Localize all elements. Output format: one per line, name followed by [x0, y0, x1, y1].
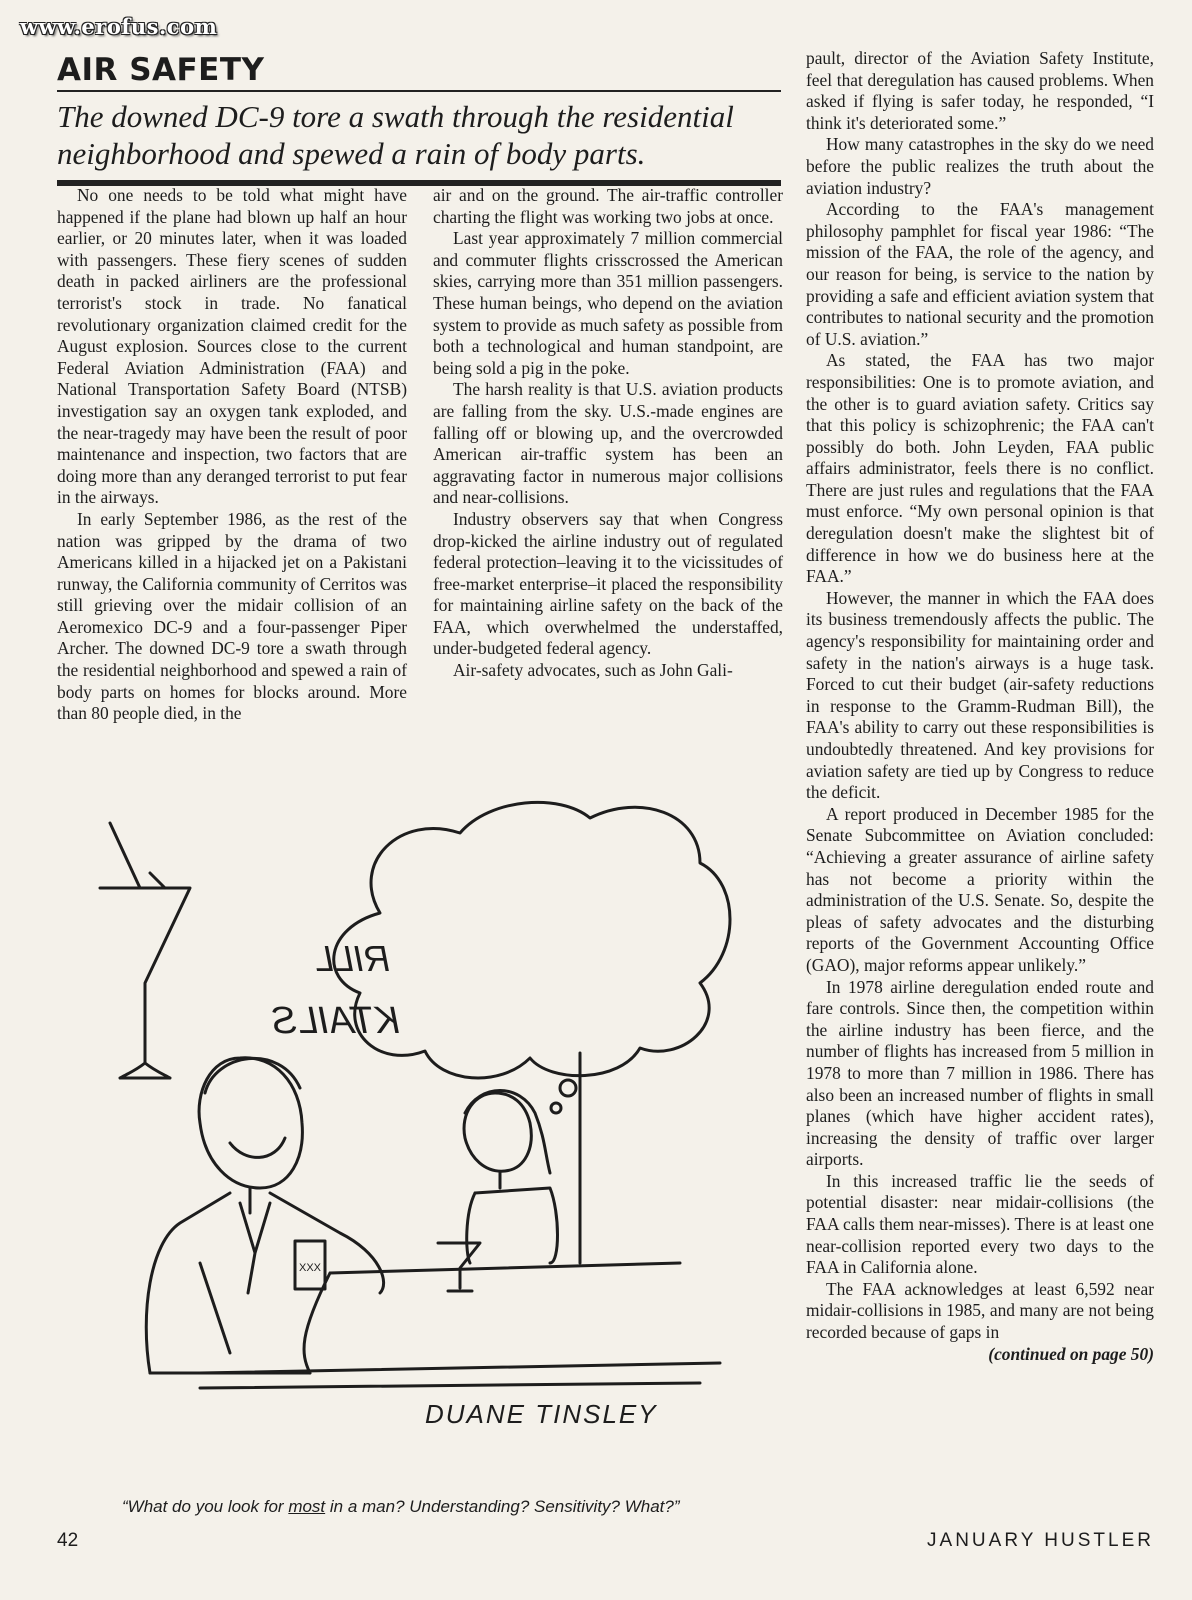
artist-signature: DUANE TINSLEY	[425, 1399, 658, 1429]
page-number: 42	[57, 1530, 79, 1551]
paragraph: The harsh reality is that U.S. aviation products are falling from the sky. U.S.-made engines are falling off or blowing up, and the overcrowded American air-traffic system has been an aggravating factor in numerous major collisions and near-collisions.	[433, 379, 783, 508]
glass-label: XXX	[298, 1262, 322, 1274]
continued-note: (continued on page 50)	[988, 1343, 1154, 1364]
paragraph: pault, director of the Aviation Safety Institute, feel that deregulation has caused problems. When asked if flying is safer today, he responded, “I think it's deteriorated some.”	[806, 48, 1154, 133]
paragraph: Last year approximately 7 million commercial and commuter flights crisscrossed the American skies, carrying more than 351 million passengers. These human beings, who depend on the aviation system to provide as much safety as possible from both a technological and human standpoint, are being sold a pig in the poke.	[433, 228, 783, 378]
paragraph: The FAA acknowledges at least 6,592 near midair-collisions in 1985, and many are not being recorded because of gaps in	[806, 1278, 1154, 1343]
paragraph: How many catastrophes in the sky do we need before the public realizes the truth about the aviation industry?	[806, 134, 1154, 198]
woman-figure	[464, 1091, 557, 1264]
cocktail-sign-icon	[100, 823, 190, 1078]
paragraph: Industry observers say that when Congress drop-kicked the airline industry out of regulated federal protection–leaving it to the vicissitudes of free-market enterprise–it placed the responsibility for maintaining airline safety on the back of the FAA, which overwhelmed the understaffed, under-budgeted federal agency.	[433, 508, 783, 659]
paragraph: However, the manner in which the FAA does its business tremendously affects the public. The agency's responsibility for maintaining order and safety in the nation's airways is a huge task. Forced to cut their budget (air-safety reductions in response to the Gramm-Rudman Bill), the FAA's ability to carry out these responsibilities is undoubtedly threatened. And key provisions for aviation safety are tied up by Congress to reduce the deficit.	[806, 587, 1154, 803]
article-column-2	[433, 185, 783, 682]
site-watermark: www.erofus.com	[20, 14, 218, 39]
caption-emphasis: most	[288, 1497, 326, 1516]
article-deck: The downed DC-9 tore a swath through the residential neighborhood and spewed a rain of body parts.	[57, 99, 734, 171]
running-footer: JANUARY HUSTLER	[927, 1530, 1154, 1551]
section-title: AIR SAFETY	[57, 52, 265, 88]
man-figure	[146, 1058, 383, 1373]
cartoon-caption	[122, 1497, 772, 1517]
paragraph: In early September 1986, as the rest of the nation was gripped by the drama of two Americans killed in a hijacked jet on a Pakistani runway, the California community of Cerritos was still grieving over the midair collision of an Aeromexico DC-9 and a four-passenger Piper Archer. The downed DC-9 tore a swath through the residential neighborhood and spewed a rain of body parts on homes for blocks around. More than 80 people died, in the	[57, 508, 407, 724]
paragraph: In this increased traffic lie the seeds of potential disaster: near midair-collisions (the FAA calls them near-misses). There is at least one near-collision reported every two days to the FAA in California alone.	[806, 1170, 1154, 1278]
martini-glass-icon	[438, 1243, 480, 1291]
article-header	[57, 52, 781, 186]
paragraph: As stated, the FAA has two major responsibilities: One is to promote aviation, and the other is to guard aviation safety. Critics say that this policy is schizophrenic; the FAA can't possibly do both. John Leyden, FAA public affairs administrator, feels there is no conflict. There are just rules and regulations that the FAA must enforce. “My own personal opinion is that deregulation doesn't make the slightest bit of difference in how we do business here at the FAA.”	[806, 350, 1154, 587]
article-column-3	[806, 48, 1154, 1365]
caption-part: in a man? Understanding? Sensitivity? What?”	[325, 1497, 680, 1516]
paragraph: In 1978 airline deregulation ended route and fare controls. Since then, the competition within the airline industry has been fierce, and the number of flights has increased from 5 million in 1978 to more than 7 million in 1986. There has also been an increased number of flights in small planes (which have higher accident rates), increasing the density of traffic over larger airports.	[806, 976, 1154, 1170]
paragraph: air and on the ground. The air-traffic controller charting the flight was working two jobs at once.	[433, 185, 783, 227]
paragraph: According to the FAA's management philosophy pamphlet for fiscal year 1986: “The mission of the FAA, the role of the agency, and our reason for being, is service to the nation by providing a safe and efficient aviation system that contributes to national security and the promotion of U.S. aviation.”	[806, 199, 1154, 349]
mirrored-sign-text-2: KTAILS	[271, 1000, 400, 1042]
paragraph: A report produced in December 1985 for the Senate Subcommittee on Aviation concluded: “Achieving a greater assurance of airline safety has not become a priority within the administration of the U.S. Senate. So, despite the pleas of safety advocates and the disturbing reports of the Government Accounting Office (GAO), major reforms appear unlikely.”	[806, 803, 1154, 975]
paragraph: No one needs to be told what might have happened if the plane had blown up half an hour earlier, or 20 minutes later, when it was loaded with passengers. These fiery scenes of sudden death in packed airliners are the professional terrorist's stock in trade. No fanatical revolutionary organization claimed credit for the August explosion. Sources close to the current Federal Aviation Administration (FAA) and National Transportation Safety Board (NTSB) investigation say an oxygen tank exploded, and the near-tragedy may have been the result of poor maintenance and inspection, two factors that are doing more than any deranged terrorist to put fear in the airways.	[57, 185, 407, 508]
mirrored-sign-text-1: RILL	[313, 938, 390, 979]
title-rule	[57, 90, 781, 92]
cartoon-illustration	[80, 793, 760, 1479]
article-column-1	[57, 185, 407, 725]
caption-part: “What do you look for	[122, 1497, 289, 1516]
paragraph: Air-safety advocates, such as John Gali-	[453, 660, 733, 681]
